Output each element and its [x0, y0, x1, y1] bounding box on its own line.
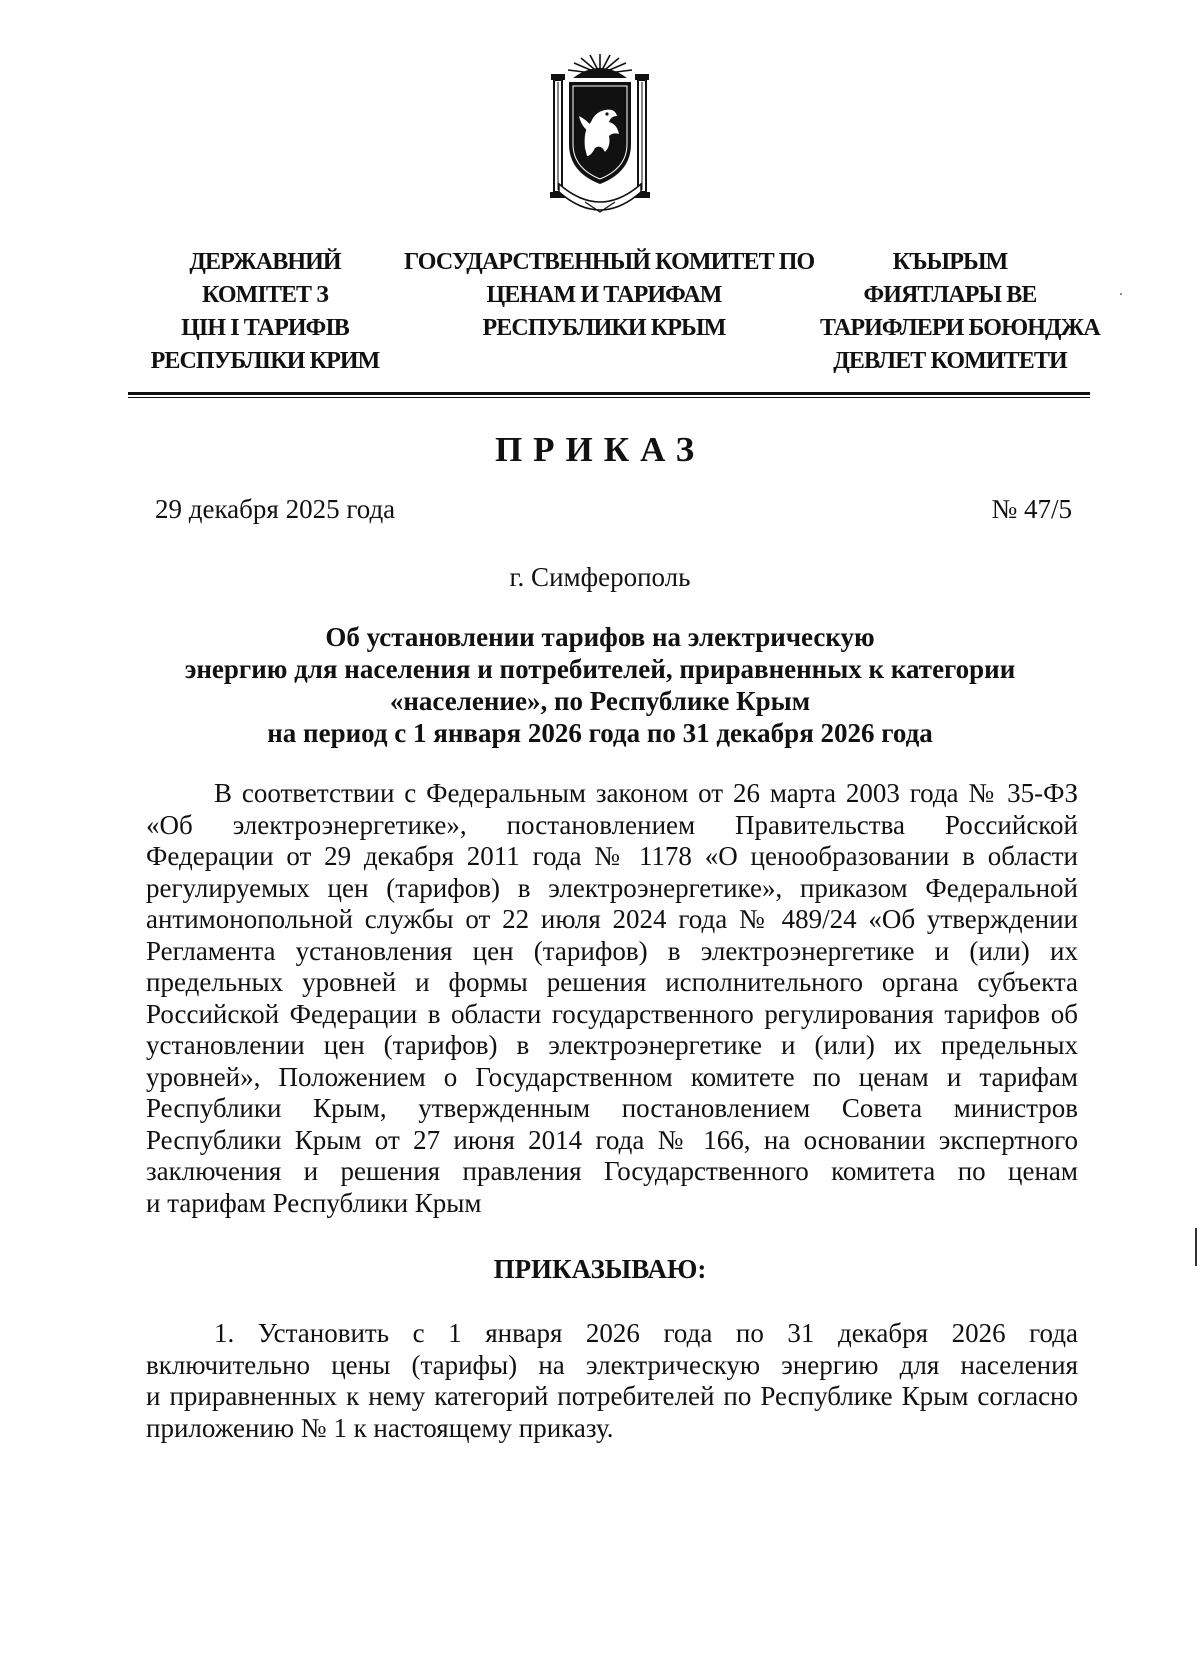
preamble-line: предельных уровней и формы решения исполнительного органа субъекта [146, 967, 1078, 997]
document-city: г. Симферополь [509, 562, 691, 592]
item-line: приложению № 1 к настоящему приказу. [146, 1412, 614, 1443]
org-crh-line: ДЕВЛЕТ КОМИТЕТИ [833, 348, 1067, 374]
item-line: и приравненных к нему категорий потребителей по Республике Крым согласно [146, 1381, 1078, 1411]
preamble-line: уровней», Положением о Государственном комитете по ценам и тарифам [146, 1061, 1078, 1092]
preamble-line: регулируемых цен (тарифов) в электроэнергетике», приказом Федеральной [146, 872, 1078, 903]
org-ru-line: РЕСПУБЛИКИ КРЫМ [482, 315, 726, 341]
preamble-line: «Об электроэнергетике», постановлением Правительства Российской [146, 809, 1078, 840]
org-crh-line: ТАРИФЛЕРИ БОЮНДЖА [820, 315, 1100, 341]
preamble-line: антимонопольной службы от 22 июля 2024 года № 489/24 «Об утверждении [146, 904, 1078, 934]
document-number: № 47/5 [991, 494, 1072, 524]
document-title: ПРИКАЗ [494, 430, 706, 469]
heading-line: энергию для населения и потребителей, приравненных к категории [184, 654, 1016, 684]
document-heading [120, 621, 1080, 749]
scan-speck [1120, 293, 1122, 295]
heading-line: «население», по Республике Крым [389, 686, 811, 716]
preamble-line: установлении цен (тарифов) в электроэнергетике и (или) их предельных [146, 1030, 1078, 1060]
header-divider-thin [128, 397, 1090, 398]
org-ua-line: РЕСПУБЛІКИ КРИМ [150, 348, 380, 374]
org-ua-line: ЦІН І ТАРИФІВ [181, 315, 349, 341]
decree-word: ПРИКАЗЫВАЮ: [493, 1254, 707, 1284]
org-ua-line: КОМІТЕТ З [201, 282, 329, 308]
item-line: 1. Установить с 1 января 2026 года по 31 декабря 2026 года [214, 1318, 1078, 1348]
header-divider-thick [128, 392, 1090, 395]
preamble-line: Федерации от 29 декабря 2011 года № 1178 «О ценообразовании в области [146, 841, 1078, 871]
org-crh-line: ФИЯТЛАРЫ ВЕ [863, 282, 1037, 308]
preamble-line: Республики Крым, утвержденным постановлением Совета министров [146, 1093, 1078, 1123]
preamble-paragraph [146, 778, 1078, 1219]
org-ua-line: ДЕРЖАВНИЙ [189, 249, 341, 275]
org-ru-line: ГОСУДАРСТВЕННЫЙ КОМИТЕТ ПО [404, 249, 815, 275]
org-name-russian [404, 246, 815, 345]
scan-edge-mark [1195, 1228, 1197, 1266]
preamble-line: заключения и решения правления Государственного комитета по ценам [146, 1156, 1078, 1186]
preamble-line: Республики Крым от 27 июня 2014 года № 166, на основании экспертного [146, 1124, 1078, 1155]
org-name-ukrainian [150, 246, 380, 378]
preamble-line: и тарифам Республики Крым [146, 1187, 482, 1218]
org-ru-line: ЦЕНАМ И ТАРИФАМ [486, 282, 722, 308]
preamble-line: Российской Федерации в области государственного регулирования тарифов об [146, 998, 1078, 1029]
crimea-coat-of-arms-icon [545, 52, 655, 222]
document-date: 29 декабря 2025 года [155, 494, 396, 524]
preamble-line: В соответствии с Федеральным законом от 26 марта 2003 года № 35-ФЗ [214, 778, 1078, 808]
org-name-crimean-tatar [820, 246, 1100, 378]
item-line: включительно цены (тарифы) на электрическую энергию для населения [146, 1349, 1078, 1380]
heading-line: на период с 1 января 2026 года по 31 декабря 2026 года [267, 718, 933, 748]
preamble-line: Регламента установления цен (тарифов) в электроэнергетике и (или) их [146, 935, 1078, 966]
decree-item-1 [146, 1318, 1078, 1444]
org-crh-line: КЪЫРЫМ [892, 249, 1008, 275]
heading-line: Об установлении тарифов на электрическую [325, 622, 875, 652]
